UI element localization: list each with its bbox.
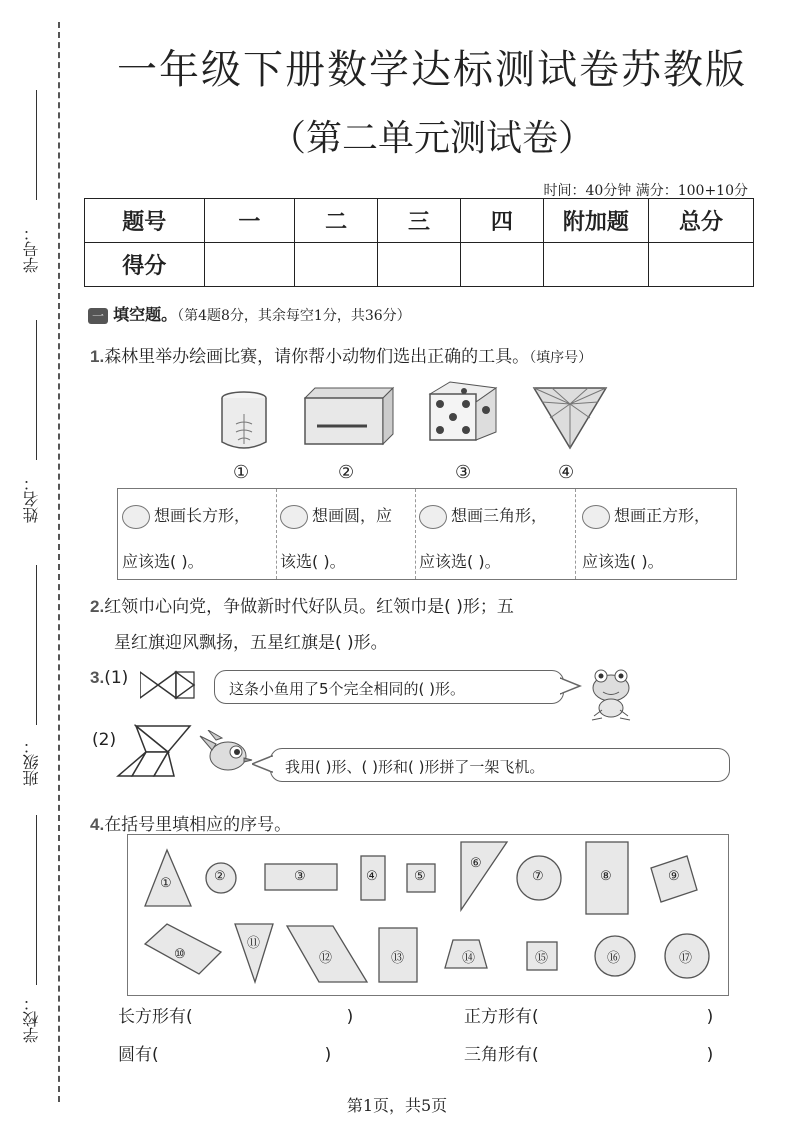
speech-bubble-2 xyxy=(270,748,730,782)
shape-label: ⑧ xyxy=(600,869,612,884)
page-footer: 第1页，共5页 xyxy=(346,1096,448,1115)
page-subtitle: （第二单元测试卷） xyxy=(269,118,594,159)
shape-6-triangle xyxy=(461,842,507,910)
rabbit-face-icon xyxy=(582,505,610,529)
animal-answer-box xyxy=(117,488,737,580)
shape-label: ⑤ xyxy=(414,869,426,884)
cat-face-icon xyxy=(122,505,150,529)
animal-text: 想画长方形， xyxy=(154,506,251,525)
score-cell[interactable] xyxy=(204,243,295,287)
answer-circles xyxy=(118,1040,331,1065)
score-header: 附加题 xyxy=(543,199,648,243)
score-cell[interactable] xyxy=(543,243,648,287)
question-hint: （填序号） xyxy=(529,350,593,366)
lion-face-icon xyxy=(280,505,308,529)
shape-label: ⑯ xyxy=(607,951,621,966)
animal-answer[interactable]: 应该选( )。 xyxy=(582,552,664,571)
section-note: （第4题8分，其余每空1分，共36分） xyxy=(177,308,411,324)
page-title: 一年级下册数学达标测试卷苏教版 xyxy=(117,47,747,93)
score-header: 四 xyxy=(460,199,543,243)
cuboid-box-icon xyxy=(305,388,393,444)
shape-label: ⑰ xyxy=(679,951,693,966)
question-number: 2. xyxy=(90,597,105,616)
fish-triangles-icon xyxy=(140,668,206,702)
shape-label: ⑮ xyxy=(535,951,549,966)
shape-label: ② xyxy=(214,869,226,884)
question-text: 红领巾心向党，争做新时代好队员。红领巾是( )形；五 xyxy=(104,597,514,617)
question-text: 森林里举办绘画比赛，请你帮小动物们选出正确的工具。 xyxy=(104,347,530,367)
question-3 xyxy=(90,668,128,688)
bubble-text: 我用( )形、( )形和( )形拼了一架飞机。 xyxy=(285,758,545,776)
animal-text: 想画圆，应 xyxy=(312,506,393,525)
question-3-part2: (2) xyxy=(92,730,117,750)
answer-bracket: ) xyxy=(346,1007,354,1027)
question-number: 3. xyxy=(90,668,105,687)
score-header: 二 xyxy=(295,199,378,243)
frog-icon xyxy=(586,666,636,722)
answer-label: 长方形有( xyxy=(118,1007,193,1027)
name-label: 姓名： xyxy=(22,475,41,523)
question-number: 1. xyxy=(90,347,105,366)
score-row-label: 得分 xyxy=(85,243,205,287)
animal-cell-lion xyxy=(276,489,416,579)
score-cell[interactable] xyxy=(378,243,461,287)
fox-face-icon xyxy=(419,505,447,529)
bubble-tail xyxy=(252,754,274,774)
binding-dashed-line xyxy=(58,22,60,1102)
shape-label: ① xyxy=(160,876,172,891)
score-cell[interactable] xyxy=(460,243,543,287)
answer-label: 圆有( xyxy=(118,1045,159,1065)
shape-label: ③ xyxy=(294,869,306,884)
school-line xyxy=(36,815,37,985)
question-4 xyxy=(90,810,291,835)
tool-label: ① xyxy=(233,462,250,483)
score-header: 题号 xyxy=(85,199,205,243)
bubble-tail xyxy=(560,676,582,696)
answer-bracket: ) xyxy=(324,1045,332,1065)
cylinder-cup-icon xyxy=(222,392,266,448)
question-number: 4. xyxy=(90,815,105,834)
shape-label: ⑩ xyxy=(174,947,186,962)
question-text: 在括号里填相应的序号。 xyxy=(104,815,292,835)
answer-squares xyxy=(464,1002,713,1027)
divider xyxy=(575,489,576,579)
animal-answer[interactable]: 应该选( )。 xyxy=(419,552,501,571)
score-cell[interactable] xyxy=(295,243,378,287)
score-table-row xyxy=(85,243,754,287)
school-label: 学校： xyxy=(22,995,41,1043)
section-heading xyxy=(88,302,411,325)
score-cell[interactable] xyxy=(648,243,753,287)
bubble-text: 这条小鱼用了5个完全相同的( )形。 xyxy=(229,680,466,698)
score-header: 总分 xyxy=(648,199,753,243)
tool-label: ② xyxy=(338,462,355,483)
answer-triangles xyxy=(464,1040,713,1065)
question-part: (1) xyxy=(104,668,129,688)
student-id-label: 学号： xyxy=(22,225,41,273)
score-table xyxy=(84,198,754,287)
answer-rectangles xyxy=(118,1002,353,1027)
question-2 xyxy=(90,592,514,617)
question-2-line2: 星红旗迎风飘扬，五星红旗是( )形。 xyxy=(114,633,388,653)
animal-answer[interactable]: 应该选( )。 xyxy=(122,552,204,571)
score-header: 一 xyxy=(204,199,295,243)
animal-cell-rabbit xyxy=(578,489,736,579)
name-line xyxy=(36,320,37,460)
animal-text: 想画正方形， xyxy=(614,506,711,525)
speech-bubble-1 xyxy=(214,670,564,704)
animal-text: 想画三角形， xyxy=(451,506,548,525)
diamond-pyramid-icon xyxy=(532,384,608,450)
shape-label: ⑫ xyxy=(319,951,333,966)
section-title: 填空题。 xyxy=(113,305,178,324)
animal-answer[interactable]: 该选( )。 xyxy=(280,552,346,571)
answer-label: 三角形有( xyxy=(464,1045,539,1065)
shape-label: ⑨ xyxy=(668,869,680,884)
shape-label: ⑪ xyxy=(247,936,261,951)
tool-label: ③ xyxy=(455,462,472,483)
animal-cell-fox xyxy=(415,489,575,579)
section-number: 一 xyxy=(88,308,108,324)
shape-label: ⑥ xyxy=(470,856,482,871)
dice-icon xyxy=(424,380,504,452)
tool-label: ④ xyxy=(558,462,575,483)
answer-bracket: ) xyxy=(706,1045,714,1065)
animal-cell-cat xyxy=(118,489,273,579)
bird-icon xyxy=(196,730,254,778)
shape-label: ⑬ xyxy=(391,951,405,966)
shapes-figure xyxy=(127,834,727,994)
class-label: 班级： xyxy=(22,738,41,786)
answer-label: 正方形有( xyxy=(464,1007,539,1027)
plane-tangram-icon xyxy=(116,724,192,778)
shape-label: ④ xyxy=(366,869,378,884)
score-header: 三 xyxy=(378,199,461,243)
answer-bracket: ) xyxy=(706,1007,714,1027)
time-info: 时间：40分钟 满分：100+10分 xyxy=(543,183,748,199)
shape-label: ⑭ xyxy=(462,951,476,966)
student-id-line xyxy=(36,90,37,200)
question-1 xyxy=(90,342,592,367)
shape-label: ⑦ xyxy=(532,869,544,884)
score-table-header-row xyxy=(85,199,754,243)
class-line xyxy=(36,565,37,725)
